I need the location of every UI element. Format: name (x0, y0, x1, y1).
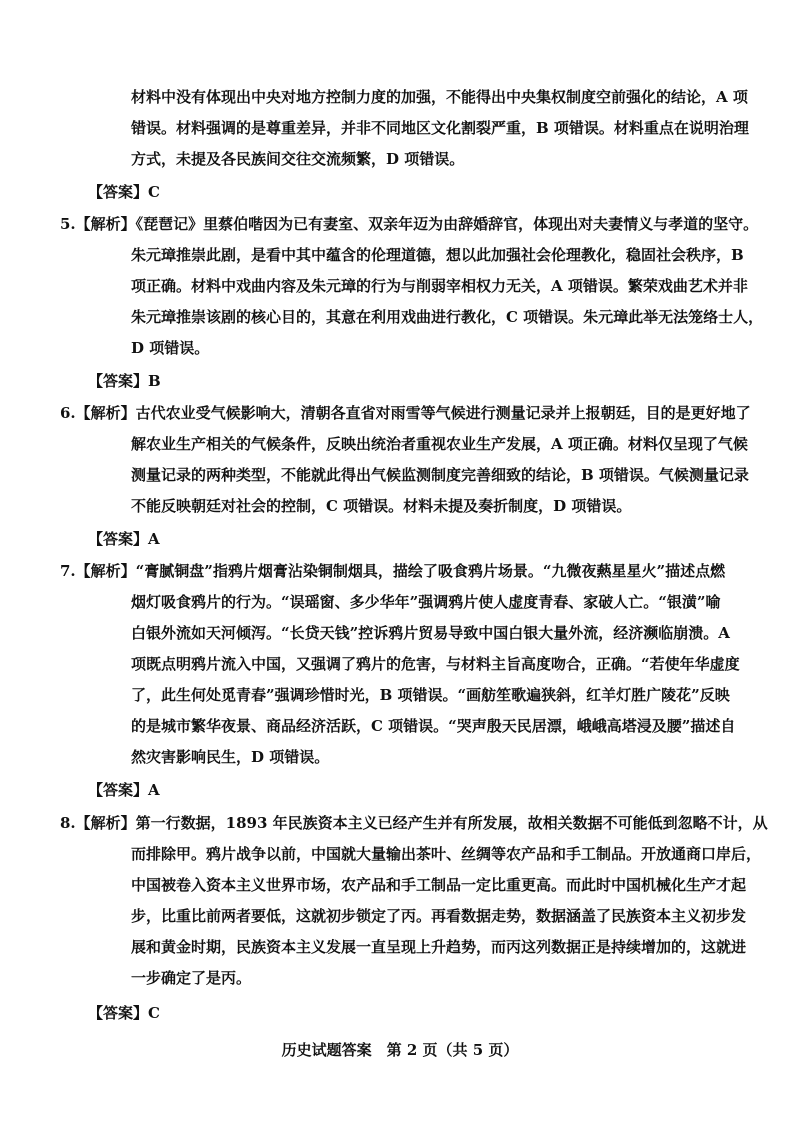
q8-line-5: 一步确定了是丙。 (131, 969, 252, 987)
q5-line-3: 朱元璋推崇该剧的核心目的，其意在利用戏曲进行教化，C 项错误。朱元璋此举无法笼络士人， (131, 308, 764, 326)
q5-answer: 【答案】B (88, 372, 161, 390)
q6-line-1: 解农业生产相关的气候条件，反映出统治者重视农业生产发展，A 项正确。材料仅呈现了气候 (131, 435, 748, 453)
q7-line-2: 白银外流如天河倾泻。“长贷天钱”控诉鸦片贸易导致中国白银大量外流，经济濒临崩溃。A (131, 624, 730, 642)
intro-line-3: 方式，未提及各民族间交往交流频繁，D 项错误。 (131, 150, 465, 168)
q7-line-6: 然灾害影响民生，D 项错误。 (131, 748, 330, 766)
q5-line-2: 项正确。材料中戏曲内容及朱元璋的行为与削弱宰相权力无关，A 项错误。繁荣戏曲艺术并非 (131, 277, 748, 295)
q5-line-4: D 项错误。 (131, 339, 210, 357)
q7-heading: 7.【解析】“膏腻铜盘”指鸦片烟膏沾染铜制烟具，描绘了吸食鸦片场景。“九微夜爇星星火”描述点燃 (60, 562, 726, 580)
q6-heading: 6.【解析】古代农业受气候影响大，清朝各直省对雨雪等气候进行测量记录并上报朝廷，目的是更好地了 (60, 404, 751, 422)
q6-answer: 【答案】A (88, 530, 160, 548)
q7-line-1: 烟灯吸食鸦片的行为。“误瑶窗、多少华年”强调鸦片使人虚度青春、家破人亡。“银潢”喻 (131, 593, 721, 611)
q6-line-2: 测量记录的两种类型，不能就此得出气候监测制度完善细致的结论，B 项错误。气候测量记录 (131, 466, 749, 484)
q7-line-3: 项既点明鸦片流入中国，又强调了鸦片的危害，与材料主旨高度吻合，正确。“若使年华虚度 (131, 655, 740, 673)
q8-line-2: 中国被卷入资本主义世界市场，农产品和手工制品一定比重更高。而此时中国机械化生产才起 (131, 876, 747, 894)
intro-line-2: 错误。材料强调的是尊重差异，并非不同地区文化割裂严重，B 项错误。材料重点在说明治理 (131, 119, 749, 137)
page-footer: 历史试题答案 第 2 页（共 5 页） (281, 1041, 519, 1059)
q8-answer: 【答案】C (88, 1004, 160, 1022)
q8-line-1: 而排除甲。鸦片战争以前，中国就大量输出茶叶、丝绸等农产品和手工制品。开放通商口岸后， (131, 845, 762, 863)
q5-heading: 5.【解析】《琵琶记》里蔡伯喈因为已有妻室、双亲年迈为由辞婚辞官，体现出对夫妻情义与孝道的坚守。 (60, 215, 759, 233)
q5-line-1: 朱元璋推崇此剧，是看中其中蕴含的伦理道德，想以此加强社会伦理教化，稳固社会秩序，B (131, 246, 744, 264)
q7-answer: 【答案】A (88, 781, 160, 799)
q7-line-5: 的是城市繁华夜景、商品经济活跃，C 项错误。“哭声殷天民居漂，峨峨高塔浸及腰”描述自 (131, 717, 736, 735)
q7-line-4: 了，此生何处觅青春”强调珍惜时光，B 项错误。“画舫笙歌遍狭斜，红羊灯胜广陵花”反映 (131, 686, 730, 704)
q8-line-4: 展和黄金时期，民族资本主义发展一直呈现上升趋势，而丙这列数据正是持续增加的，这就进 (131, 938, 747, 956)
intro-line-1: 材料中没有体现出中央对地方控制力度的加强，不能得出中央集权制度空前强化的结论，A 项 (131, 88, 748, 106)
q8-heading: 8.【解析】第一行数据，1893 年民族资本主义已经产生并有所发展，故相关数据不可能低到忽略不计，从 (60, 814, 768, 832)
q6-line-3: 不能反映朝廷对社会的控制，C 项错误。材料未提及奏折制度，D 项错误。 (131, 497, 632, 515)
intro-answer: 【答案】C (88, 183, 160, 201)
q8-line-3: 步，比重比前两者要低，这就初步锁定了丙。再看数据走势，数据涵盖了民族资本主义初步发 (131, 907, 747, 925)
